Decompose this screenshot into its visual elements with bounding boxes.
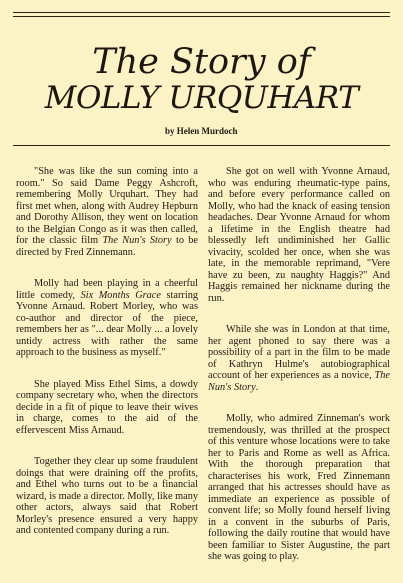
paragraph: "She was like the sun coming into a room." So said Dame Peggy Ashcroft, remembering Molly Urquhart. They had first met when, along with Audrey Hepburn and Dorothy Allison, they went on location to the Belgian Congo as it was then called, for the classic film The Nun's Story to be directed by Fred Zinnemann. <box>16 166 198 258</box>
paragraph: She played Miss Ethel Sims, a dowdy company secretary who, when the directors decide in a fit of pique to leave their wives in charge, comes to the aid of the effervescent Miss Arnaud. <box>16 378 198 436</box>
byline: by Helen Murdoch <box>165 126 238 136</box>
top-rule-inner <box>13 16 390 17</box>
top-rule <box>13 12 390 13</box>
right-column <box>208 166 390 583</box>
paragraph: Molly had been playing in a cheerful little comedy, Six Months Grace starring Yvonne Arnaud. Robert Morley, who was co-author and director of the piece, remembers her as "... dear Molly ... a lovely untidy actress with rather the same approach to the business as myself." <box>16 278 198 358</box>
article-title-line2: MOLLY URQUHART <box>44 80 359 116</box>
article-title-line1: The Story of <box>92 42 311 82</box>
header-bottom-rule <box>13 145 390 146</box>
paragraph: While she was in London at that time, her agent phoned to say there was a possibility of a part in the film to be made of Kathryn Hulme's autobiographical account of her experiences as a novice, The Nun's Story. <box>208 324 390 393</box>
left-column <box>16 166 198 557</box>
paragraph: Together they clear up some fraudulent doings that were draining off the profits, and Ethel who turns out to be a financial wizard, is made a director. Molly, like many other actors, always said that Robert Morley's presence ensured a very happy and contented company during a run. <box>16 456 198 536</box>
paragraph: She got on well with Yvonne Arnaud, who was enduring rheumatic-type pains, and before every performance called on Molly, who had the knack of easing tension headaches. Dear Yvonne Arnaud for whom a lifetime in the English theatre had blessedly left undiminished her Gallic vivacity, scolded her once, when she was late, in the memorable reprimand, "Vere have zu been, zu naughty Haggis?" And Haggis remained her nickname during the run. <box>208 166 390 304</box>
paragraph: Molly, who admired Zinneman's work tremendously, was thrilled at the prospect of this venture whose locations were to take her to Paris and Rome as well as Africa. With the thorough preparation that characterises his work, Fred Zinnemann arranged that his actresses should have as immediate an experience as possible of convent life; so Molly found herself living in a convent in the suburbs of Paris, following the daily routine that would have been familiar to Sister Augustine, the part she was going to play. <box>208 413 390 562</box>
